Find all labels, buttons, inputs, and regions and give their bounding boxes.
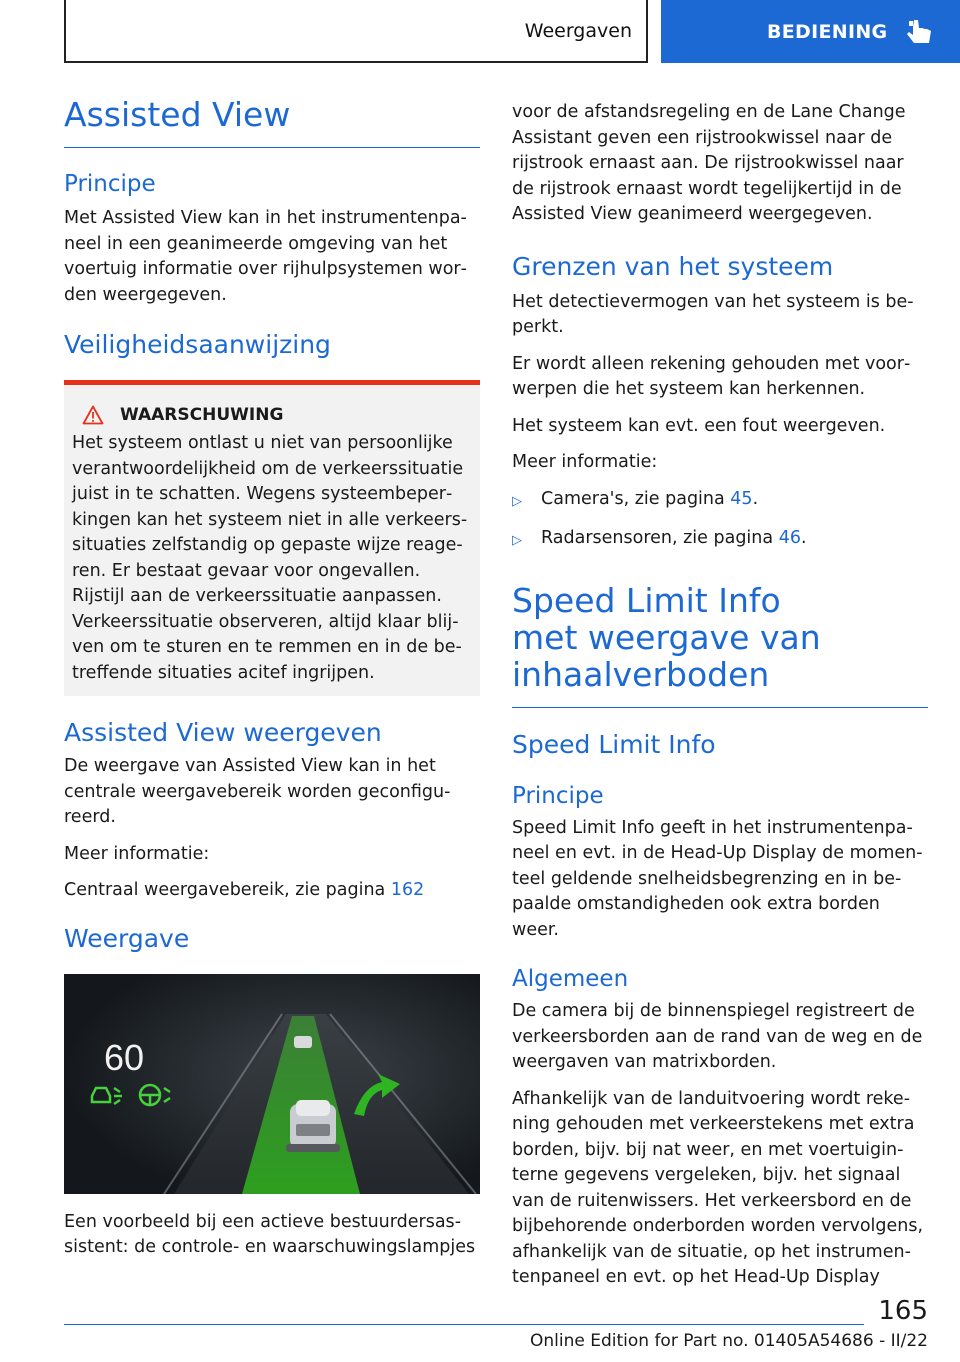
footer-edition: Online Edition for Part no. 01405A54686 - II/22 bbox=[529, 1331, 928, 1351]
header-chapter-tab bbox=[661, 0, 960, 63]
screenshot-caption: Een voorbeeld bij een actieve bestuurdersassistent: de controle- en waarschuwingslampjes bbox=[64, 1211, 476, 1257]
list-item bbox=[512, 487, 928, 515]
pointing-hand-icon bbox=[905, 17, 933, 47]
limits-p1: Het detectievermogen van het systeem is beperkt. bbox=[512, 291, 914, 337]
assisted-view-screenshot bbox=[64, 974, 480, 1194]
show-heading: Assisted View weergeven bbox=[64, 718, 382, 747]
header-section-label: Weergaven bbox=[524, 19, 632, 42]
principle-heading: Principe bbox=[64, 171, 156, 197]
header-section-box bbox=[64, 0, 648, 63]
right-column bbox=[512, 100, 928, 1302]
assisted-view-illustration bbox=[64, 974, 480, 1194]
general-heading: Algemeen bbox=[512, 966, 629, 992]
display-heading: Weergave bbox=[64, 923, 190, 953]
principle-heading-right: Principe bbox=[512, 782, 604, 809]
bullet-text: Radarsensoren, zie pagina bbox=[541, 528, 779, 548]
general-p2: Afhankelijk van de landuitvoering wordt rekening gehouden met verkeerstekens met extra borden, bijv. bij nat weer, en met voertuiginterne gegevens vergeleken, bijv. het signaal van de ruitenwissers. Het verkeersbord en de bijbehorende onderborden worden vervolgens, afhankelijk van de situatie, op het instrumentenpaneel en evt. op het Head-Up Display bbox=[512, 1088, 924, 1287]
warning-box bbox=[64, 380, 480, 696]
bullet-end: . bbox=[752, 488, 759, 509]
safety-heading: Veiligheidsaanwijzing bbox=[64, 330, 331, 359]
limits-heading: Grenzen van het systeem bbox=[512, 251, 834, 281]
sli-heading: Speed Limit Info bbox=[512, 729, 716, 759]
title-rule bbox=[64, 147, 480, 148]
warning-triangle-icon bbox=[82, 405, 104, 425]
bullet-triangle-icon: ▷ bbox=[512, 533, 522, 548]
warning-text: Het systeem ontlast u niet van persoonlijke verantwoordelijkheid om de verkeerssituatie juist in te schatten. Wegens systeembeperkingen kan het systeem niet in alle verkeerssituaties zelfstandig op gepaste wijze reageren. Er bestaat gevaar voor ongevallen. Rijstijl aan de verkeerssituatie aanpassen. Verkeerssituatie observeren, altijd klaar blijven om te sturen en te remmen en in de betreffende situaties acitef ingrijpen. bbox=[72, 433, 468, 683]
bullet-triangle-icon: ▷ bbox=[512, 493, 522, 509]
more-info-left: Meer informatie: bbox=[64, 843, 210, 864]
page-link[interactable]: 46 bbox=[778, 528, 801, 548]
central-display-ref bbox=[64, 878, 480, 904]
assisted-view-title: Assisted View bbox=[64, 95, 291, 134]
bullet-end: . bbox=[800, 528, 807, 548]
page-number: 165 bbox=[878, 1296, 928, 1326]
principle-text: Met Assisted View kan in het instrumentenpaneel in een geanimeerde omgeving van het voertuig informatie over rijhulpsystemen worden weergegeven. bbox=[64, 208, 467, 305]
ref-text: Centraal weergavebereik, zie pagina bbox=[64, 880, 391, 900]
general-p1: De camera bij de binnenspiegel registreert de verkeersborden aan de rand van de weg en de weergaven van matrixborden. bbox=[512, 1001, 923, 1072]
warning-label: WAARSCHUWING bbox=[120, 405, 284, 425]
footer-rule bbox=[64, 1324, 864, 1325]
speed-limit-title: Speed Limit Info met weergave van inhaalverboden bbox=[512, 580, 821, 694]
limits-p2: Er wordt alleen rekening gehouden met voorwerpen die het systeem kan herkennen. bbox=[512, 353, 911, 399]
show-text: De weergave van Assisted View kan in het centrale weergavebereik worden geconfigureerd. bbox=[64, 756, 451, 827]
ref-page-link[interactable]: 162 bbox=[390, 880, 425, 900]
limits-p3: Het systeem kan evt. een fout weergeven. bbox=[512, 415, 886, 436]
speed-readout: 60 bbox=[104, 1036, 145, 1078]
warning-header bbox=[72, 405, 472, 425]
page-link[interactable]: 45 bbox=[730, 488, 753, 509]
continued-text: voor de afstandsregeling en de Lane Change Assistant geven een rijstrookwissel naar de rijstrook ernaast aan. De rijstrookwissel naar de rijstrook ernaast wordt tegelijkertijd in de Assisted View geanimeerd weergegeven. bbox=[512, 102, 906, 224]
principle-text-right: Speed Limit Info geeft in het instrumentenpaneel en evt. in de Head-Up Display de momenteel geldende snelheidsbegrenzing en in bepaalde omstandigheden ook extra borden weer. bbox=[512, 817, 923, 940]
bullet-text: Camera's, zie pagina bbox=[541, 488, 731, 509]
list-item bbox=[512, 526, 928, 554]
header-chapter-label: BEDIENING bbox=[767, 20, 888, 43]
left-column bbox=[64, 96, 480, 1272]
speed-limit-rule bbox=[512, 707, 928, 708]
more-info-right: Meer informatie: bbox=[512, 452, 658, 472]
